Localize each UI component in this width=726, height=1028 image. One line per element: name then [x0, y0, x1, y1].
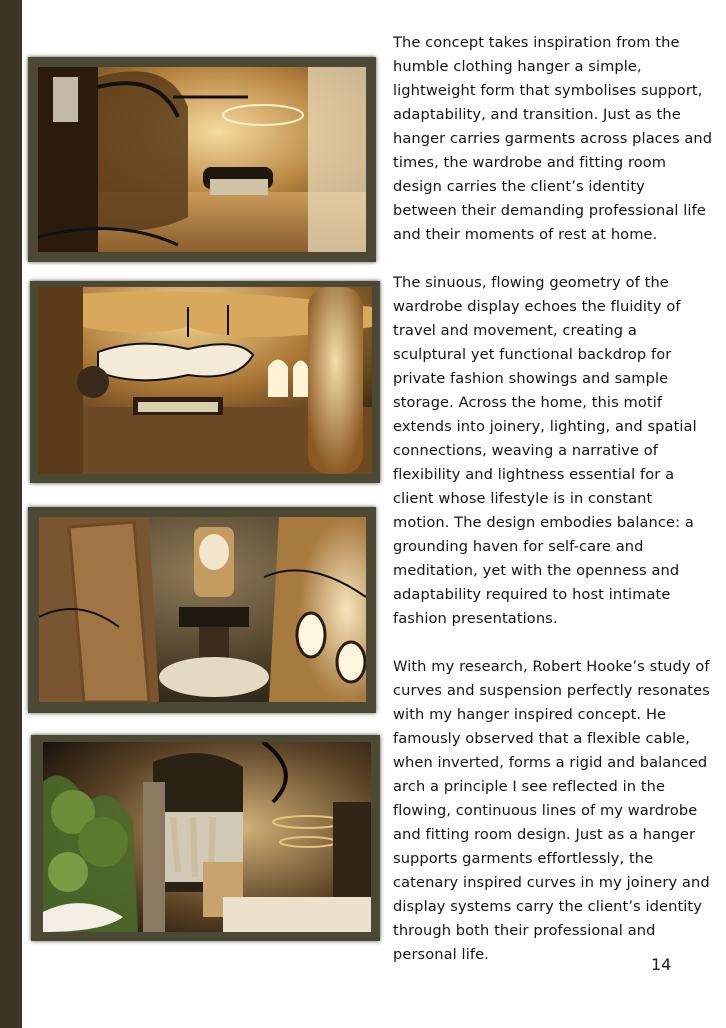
- render-frame-wardrobe-display: [30, 281, 380, 483]
- page-number: 14: [651, 955, 672, 974]
- paragraph-sinuous-geometry: The sinuous, flowing geometry of the wardrobe display echoes the fluidity of travel and movement, creating a sculptural yet functional backdrop for private fashion showings and sample storage. Across the home, this motif extends into joinery, lighting, and spatial connections, weaving a narrative of flexibility and lightness essential for a client whose lifestyle is in constant motion. The design embodies balance: a grounding haven for self-care and meditation, yet with the openness and adaptability required to host intimate fashion presentations.: [393, 274, 697, 627]
- paragraph-hanger-concept: The concept takes inspiration from the humble clothing hanger a simple, lightweight form that symbolises support, adaptability, and transition. Just as the hanger carries garments across places and times, the wardrobe and fitting room design carries the client’s identity between their demanding professional life and their moments of rest at home.: [393, 34, 713, 243]
- page-side-strip: [0, 0, 22, 1028]
- render-frame-vanity: [28, 507, 376, 713]
- paragraph-robert-hooke-research: With my research, Robert Hooke’s study of curves and suspension perfectly resonates with my hanger inspired concept. He famously observed that a flexible cable, when inverted, forms a rigid and balanced arch a principle I see reflected in the flowing, continuous lines of my wardrobe and fitting room design. Just as a hanger supports garments effortlessly, the catenary inspired curves in my joinery and display systems carry the client’s identity through both their professional and personal life.: [393, 658, 710, 963]
- vanity-render-image: [39, 517, 366, 702]
- bedroom-render-image: [38, 67, 366, 252]
- fitting-room-render-image: [43, 742, 371, 932]
- render-frame-fitting-room: [31, 735, 380, 941]
- wardrobe-display-render-image: [38, 287, 372, 474]
- body-text-column: [393, 31, 713, 991]
- render-frame-bedroom: [28, 57, 376, 262]
